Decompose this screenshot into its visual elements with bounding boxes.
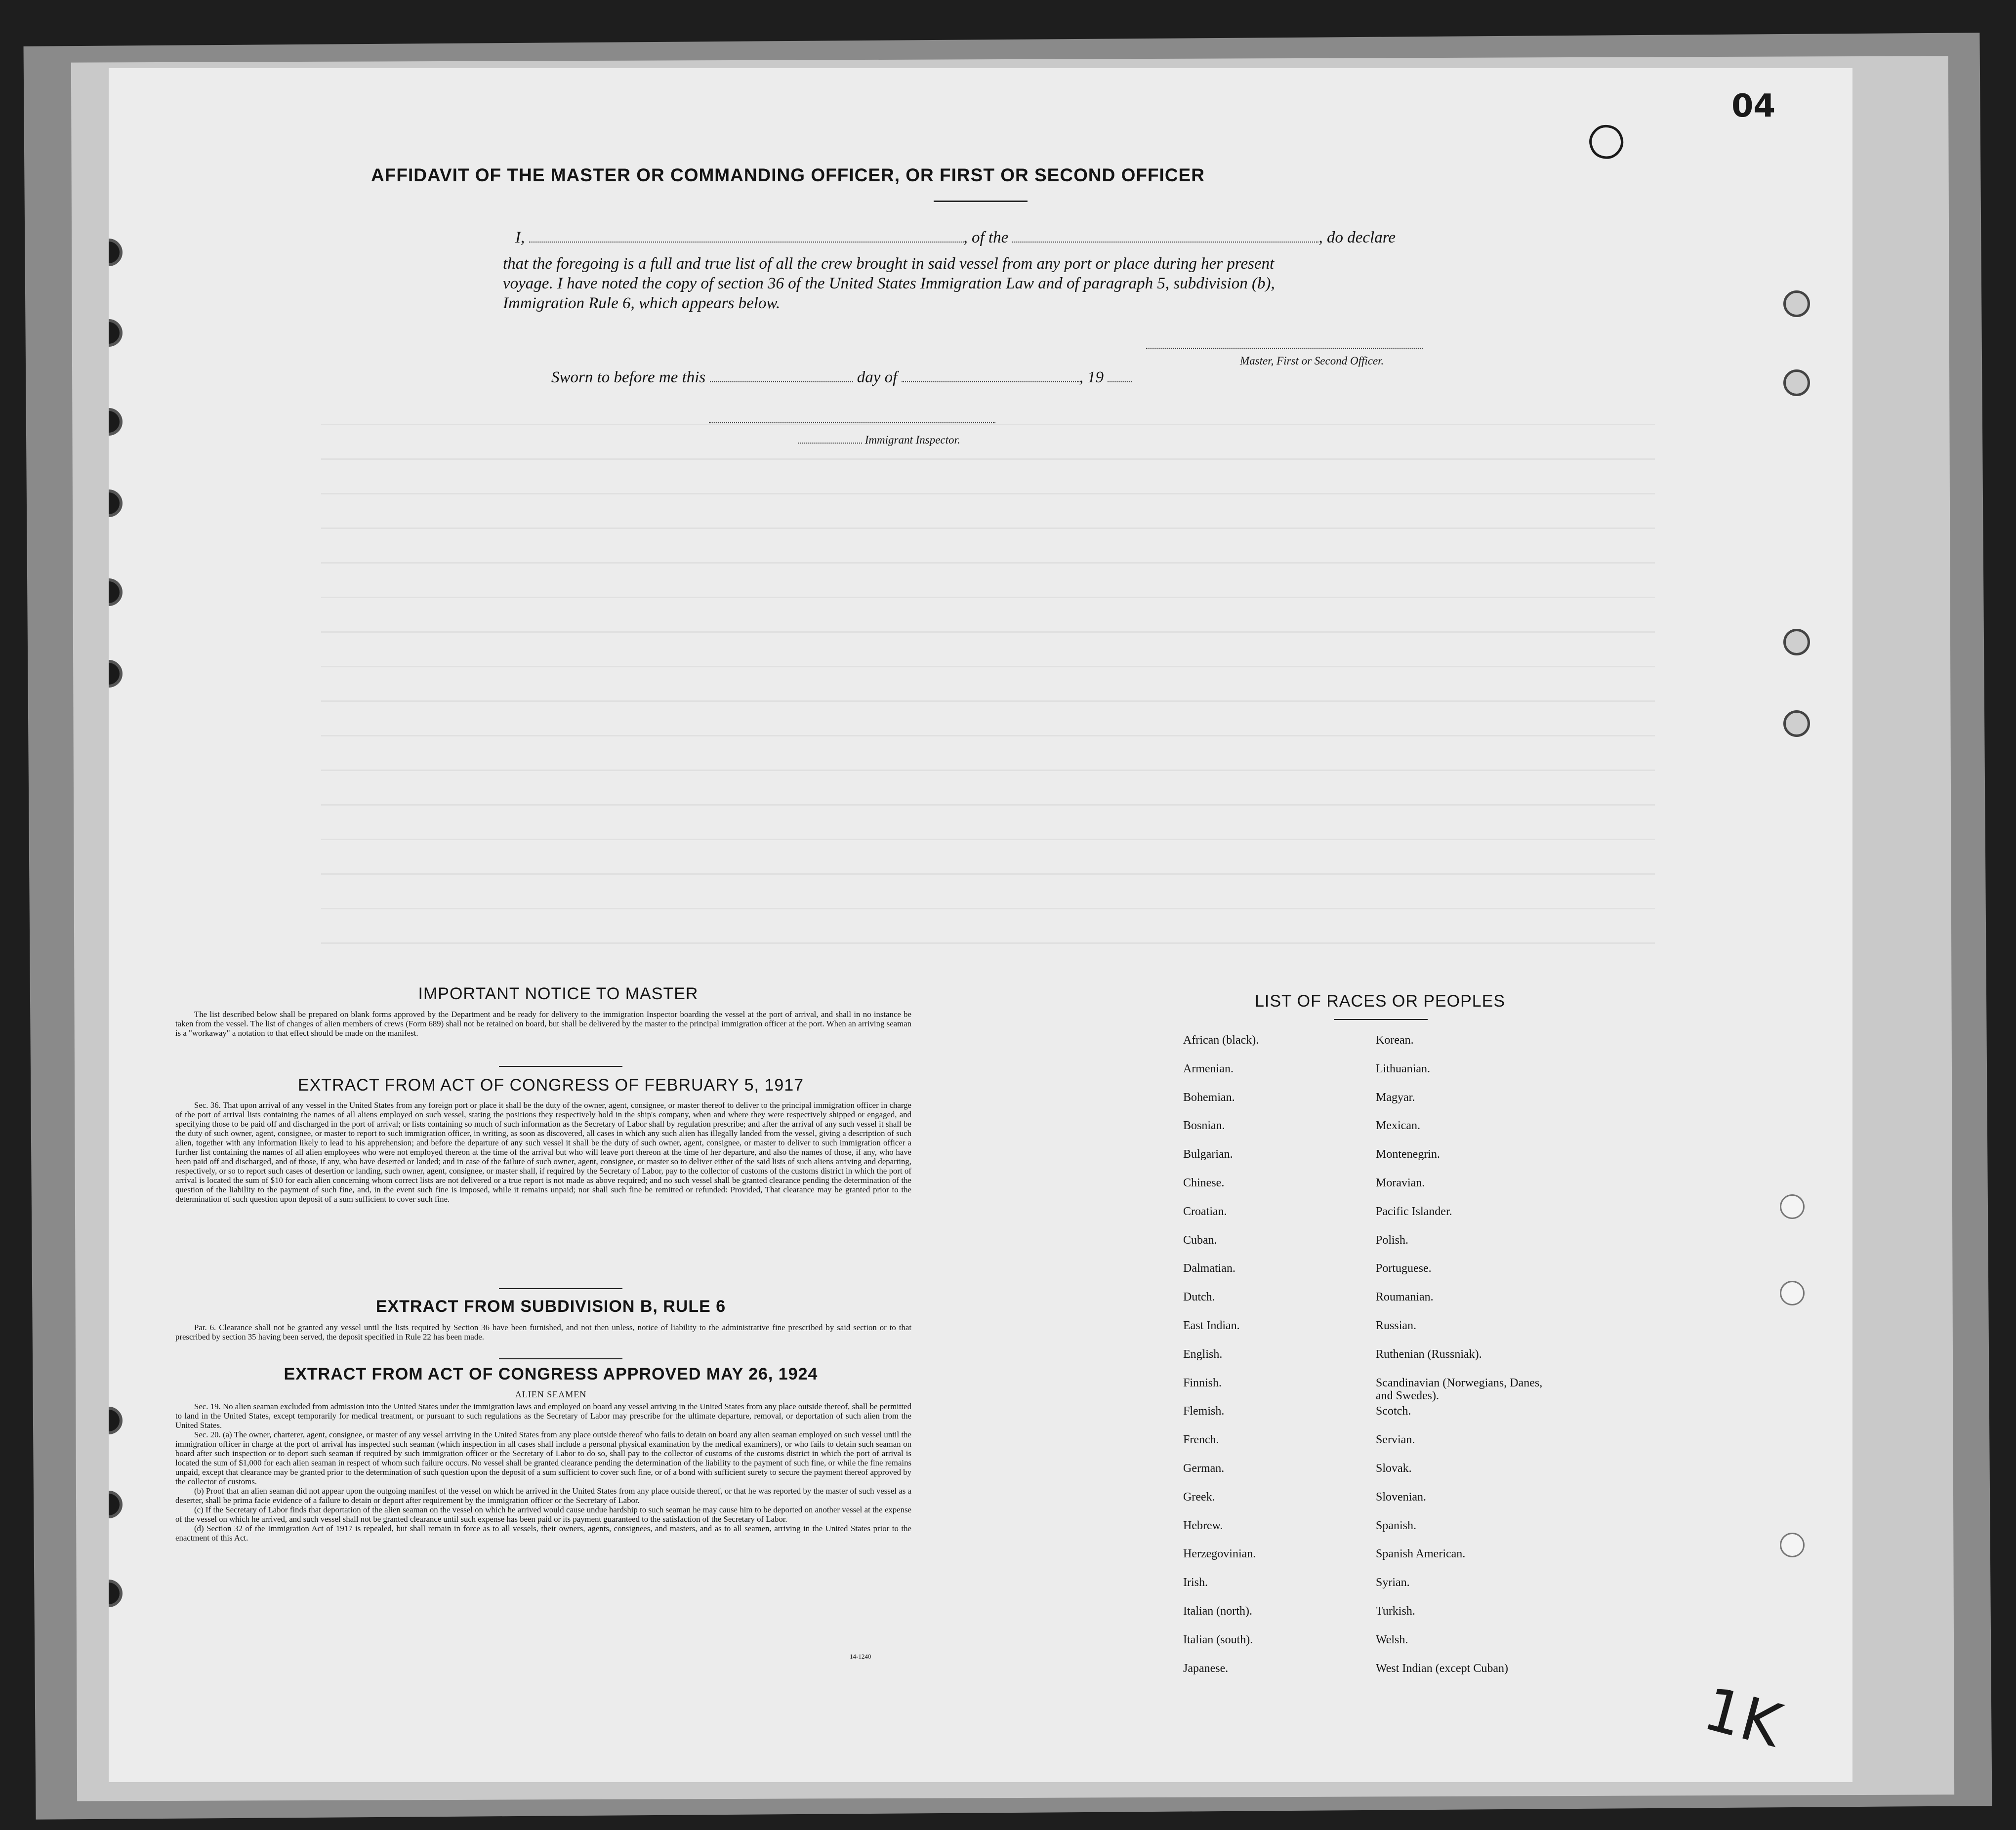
year-prefix: , 19 xyxy=(1079,368,1104,386)
text-of-the: , of the xyxy=(963,229,1009,246)
race-item: Dutch. xyxy=(1183,1291,1215,1304)
binder-hole xyxy=(1780,1194,1805,1219)
race-item: Finnish. xyxy=(1183,1376,1222,1389)
sec-20d-paragraph: (d) Section 32 of the Immigration Act of 1917 is repealed, but shall remain in force as to all vessels, their owners, agents, consignees, and masters, and as to all seamen, arriving in the United States prior to the enactment of this Act. xyxy=(175,1524,911,1543)
race-item: Slovak. xyxy=(1376,1462,1412,1475)
inspector-label-text: Immigrant Inspector. xyxy=(864,434,960,446)
binder-hole xyxy=(1783,710,1810,737)
binder-hole xyxy=(109,408,123,436)
race-item: English. xyxy=(1183,1347,1223,1361)
race-item: Polish. xyxy=(1376,1233,1409,1247)
bleed-through-row xyxy=(321,562,1655,564)
race-item: Russian. xyxy=(1376,1319,1417,1332)
sworn-month-blank[interactable] xyxy=(902,381,1079,382)
races-divider xyxy=(1334,1019,1428,1020)
extract-1924-body xyxy=(175,1402,911,1543)
form-number: 14-1240 xyxy=(850,1653,871,1660)
race-item: Slovenian. xyxy=(1376,1490,1426,1504)
sworn-year-blank[interactable] xyxy=(1108,381,1132,382)
bleed-through-row xyxy=(321,804,1655,806)
extract-1917-title: EXTRACT FROM ACT OF CONGRESS OF FEBRUARY 5, 1917 xyxy=(297,1076,804,1095)
bleed-through-row xyxy=(321,700,1655,702)
binder-hole xyxy=(1780,1533,1805,1557)
race-item: Cuban. xyxy=(1183,1233,1217,1247)
binder-hole xyxy=(109,1491,123,1518)
bleed-through-row xyxy=(321,873,1655,875)
races-title: LIST OF RACES OR PEOPLES xyxy=(1255,992,1506,1011)
declaration-line-2: that the foregoing is a full and true list of all the crew brought in said vessel from any port or place during her present xyxy=(503,255,1275,273)
sec-20a-paragraph: Sec. 20. (a) The owner, charterer, agent, consignee, or master of any vessel arriving in the United States from any place outside thereof who fails to detain on board any alien seaman employed on such vessel until the immigration officer in charge at the port of arrival has inspected such seaman (which inspection in all cases shall include a personal physical examination by the medical examiners), or who fails to detain such seaman on board after such inspection or to deport such seaman if required by such immigration officer or the Secretary of Labor to do so, shall pay to the collector of customs of the customs district in which the port of arrival is located the sum of $1,000 for each alien seaman in respect of whom such failure occurs. No vessel shall be granted clearance pending the determination of the liability to the payment of such fine, or while the fine remains unpaid, except that clearance may be granted prior to the determination of such question upon the deposit of a sum sufficient to cover such fine, or of a bond with sufficient surety to secure the payment thereof approved by the collector of customs. xyxy=(175,1430,911,1486)
bleed-through-row xyxy=(321,770,1655,771)
day-of-text: day of xyxy=(857,368,898,386)
race-item: Korean. xyxy=(1376,1034,1414,1047)
binder-hole xyxy=(1783,629,1810,655)
race-item: Turkish. xyxy=(1376,1605,1415,1618)
sec-19-paragraph: Sec. 19. No alien seaman excluded from admission into the United States under the immigration laws and employed on board any vessel arriving in the United States from any place outside thereof, shall be permitted to land in the United States, except temporarily for medical treatment, or pursuant to such regulations as the Secretary of Labor may prescribe for the ultimate departure, removal, or deportation of such alien from the United States. xyxy=(175,1402,911,1430)
binder-hole xyxy=(109,1580,123,1607)
extract-1924-title: EXTRACT FROM ACT OF CONGRESS APPROVED MAY 26, 1924 xyxy=(284,1365,818,1383)
binder-hole xyxy=(109,489,123,517)
master-signature-line[interactable] xyxy=(1146,348,1423,349)
race-item: Bosnian. xyxy=(1183,1119,1225,1133)
extract-rule6-title: EXTRACT FROM SUBDIVISION B, RULE 6 xyxy=(375,1297,726,1316)
race-item: Hebrew. xyxy=(1183,1519,1223,1532)
race-item: Portuguese. xyxy=(1376,1262,1432,1275)
race-item: Flemish. xyxy=(1183,1405,1225,1418)
inspector-signature-label xyxy=(798,434,960,447)
vessel-name-blank[interactable] xyxy=(1012,242,1318,243)
race-item: Servian. xyxy=(1376,1433,1415,1447)
sec-20b-paragraph: (b) Proof that an alien seaman did not appear upon the outgoing manifest of the vessel on which he arrived in the United States from any place outside thereof, or that he was reported by the master of such vessel as a deserter, shall be prima facie evidence of a failure to detain or deport after requirement by the immigration officer or the Secretary of Labor. xyxy=(175,1486,911,1505)
race-item: German. xyxy=(1183,1462,1225,1475)
race-item: Japanese. xyxy=(1183,1662,1229,1675)
bleed-through-row xyxy=(321,735,1655,736)
bleed-through-row xyxy=(321,631,1655,633)
notice-title: IMPORTANT NOTICE TO MASTER xyxy=(418,984,699,1003)
affidavit-title: AFFIDAVIT OF THE MASTER OR COMMANDING OFFICER, OR FIRST OR SECOND OFFICER xyxy=(371,165,1205,185)
race-item: Lithuanian. xyxy=(1376,1062,1430,1075)
master-signature-label: Master, First or Second Officer. xyxy=(1240,355,1384,367)
race-item: Ruthenian (Russniak). xyxy=(1376,1347,1482,1361)
race-item: Italian (north). xyxy=(1183,1605,1252,1618)
bleed-through-row xyxy=(321,597,1655,598)
binder-hole xyxy=(1780,1281,1805,1305)
race-item: Scandinavian (Norwegians, Danes, and Swedes). xyxy=(1376,1376,1543,1402)
race-item: French. xyxy=(1183,1433,1219,1447)
race-item: Montenegrin. xyxy=(1376,1148,1440,1161)
inspector-signature-line[interactable] xyxy=(709,422,995,423)
race-item: East Indian. xyxy=(1183,1319,1240,1332)
document-page xyxy=(109,68,1852,1782)
race-item: African (black). xyxy=(1183,1034,1259,1047)
page-number-mark: 04 xyxy=(1731,88,1776,124)
race-item: Scotch. xyxy=(1376,1405,1411,1418)
race-item: Herzegovinian. xyxy=(1183,1547,1256,1561)
binder-hole xyxy=(109,319,123,347)
binder-hole xyxy=(109,578,123,606)
binder-hole xyxy=(1783,369,1810,396)
title-divider xyxy=(934,201,1028,202)
race-item: Spanish. xyxy=(1376,1519,1417,1532)
binder-hole xyxy=(109,1407,123,1434)
extract-1917-body: Sec. 36. That upon arrival of any vessel in the United States from any foreign port or place it shall be the duty of the owner, agent, consignee, or master thereof to deliver to the principal immigration officer in charge of the port of arrival lists containing the names of all aliens employed on such vessel, stating the positions they respectively hold in the ship's company, when and where they were respectively shipped or engaged, and specifying those to be paid off and discharged in the port of arrival; or lists containing so much of such information as the Secretary of Labor shall by regulation prescribe; and after the arrival of any such vessel it shall be the duty of such owner, agent, consignee, or master to report to such immigration officer, in writing, as soon as discovered, all cases in which any such alien has illegally landed from the vessel, giving a description of such alien, together with any information likely to lead to his apprehension; and before the departure of any such vessel it shall be the duty of such owner, agent, consignee, or master to deliver to such immigration officer a further list containing the names of all alien employees who were not employed thereon at the time of the arrival but who will leave port thereon at the time of her departure, and also the names of those, if any, who have been paid off and discharged, and of those, if any, who have deserted or landed; and in case of the failure of such owner, agent, consignee, or master so to deliver either of the said lists of such aliens arriving and departing, respectively, or so to report such cases of desertion or landing, such owner, agent, consignee, or master shall, if required by the Secretary of Labor, pay to the collector of customs of the customs district in which the port of arrival is located the sum of $10 for each alien concerning whom correct lists are not delivered or a true report is not made as above required; and no such vessel shall be granted clearance pending the determination of the question of the liability to the payment of such fine, and, in the event such fine is imposed, while it remains unpaid; nor shall such fine be remitted or refunded: Provided, That clearance may be granted prior to the determination of such question upon deposit of a sum sufficient to cover such fine. xyxy=(175,1100,911,1204)
race-item: Armenian. xyxy=(1183,1062,1234,1075)
inspector-prefix-dots xyxy=(798,443,862,444)
handwritten-circle-mark: ○ xyxy=(1578,107,1633,170)
bleed-through-row xyxy=(321,908,1655,909)
race-item: Bohemian. xyxy=(1183,1091,1235,1104)
race-item: Welsh. xyxy=(1376,1633,1408,1646)
text-do-declare: , do declare xyxy=(1318,229,1396,246)
race-item: Bulgarian. xyxy=(1183,1148,1233,1161)
bleed-through-row xyxy=(321,493,1655,494)
race-item: Pacific Islander. xyxy=(1376,1205,1452,1218)
bleed-through-row xyxy=(321,424,1655,425)
sworn-line xyxy=(551,368,1132,387)
extract-rule6-body: Par. 6. Clearance shall not be granted any vessel until the lists required by Section 36 have been furnished, and not then unless, notice of liability to the administrative fine prescribed by said section or to that prescribed by section 35 having been served, the deposit specified in Rule 22 has been made. xyxy=(175,1323,911,1342)
section-divider xyxy=(499,1358,622,1359)
race-item: Mexican. xyxy=(1376,1119,1420,1133)
race-item: Magyar. xyxy=(1376,1091,1415,1104)
sworn-text: Sworn to before me this xyxy=(551,368,706,386)
master-name-blank[interactable] xyxy=(529,242,964,243)
text-i: I, xyxy=(515,229,525,246)
declaration-line-4: Immigration Rule 6, which appears below. xyxy=(503,294,781,312)
race-item: Irish. xyxy=(1183,1576,1208,1589)
bleed-through-row xyxy=(321,666,1655,667)
section-divider xyxy=(499,1066,622,1067)
alien-seamen-subtitle: ALIEN SEAMEN xyxy=(515,1389,587,1399)
sec-20c-paragraph: (c) If the Secretary of Labor finds that deportation of the alien seaman on the vessel on which he arrived would cause undue hardship to such seaman he may cause him to be deported on another vessel at the expense of the vessel on which he arrived, and such vessel shall not be granted clearance until such expense has been paid or its payment guaranteed to the satisfaction of the Secretary of Labor. xyxy=(175,1505,911,1524)
race-item: Spanish American. xyxy=(1376,1547,1466,1561)
race-item: Greek. xyxy=(1183,1490,1215,1504)
race-item: Syrian. xyxy=(1376,1576,1410,1589)
declaration-line-1 xyxy=(515,229,1396,247)
race-item: Italian (south). xyxy=(1183,1633,1253,1646)
bleed-through-row xyxy=(321,839,1655,840)
binder-hole xyxy=(109,660,123,688)
notice-body: The list described below shall be prepared on blank forms approved by the Department and be ready for delivery to the immigration Inspector boarding the vessel at the port of arrival, and shall in no instance be taken from the vessel. The list of changes of alien members of crews (Form 689) shall not be retained on board, but shall be delivered by the master to the principal immigration officer at the port. When an arriving seaman is a "workaway" a notation to that effect should be made on the manifest. xyxy=(175,1010,911,1038)
race-item: West Indian (except Cuban) xyxy=(1376,1662,1508,1675)
race-item: Roumanian. xyxy=(1376,1291,1434,1304)
sworn-day-blank[interactable] xyxy=(710,381,853,382)
corner-handwritten-mark: 1K xyxy=(1696,1674,1789,1761)
declaration-line-3: voyage. I have noted the copy of section 36 of the United States Immigration Law and of paragraph 5, subdivision (b), xyxy=(503,275,1275,292)
race-item: Moravian. xyxy=(1376,1177,1425,1189)
bleed-through-row xyxy=(321,942,1655,944)
race-item: Croatian. xyxy=(1183,1205,1227,1218)
bleed-through-row xyxy=(321,528,1655,529)
binder-hole xyxy=(1783,290,1810,317)
section-divider xyxy=(499,1288,622,1289)
binder-hole xyxy=(109,239,123,266)
race-item: Dalmatian. xyxy=(1183,1262,1235,1275)
race-item: Chinese. xyxy=(1183,1177,1225,1189)
bleed-through-row xyxy=(321,458,1655,460)
